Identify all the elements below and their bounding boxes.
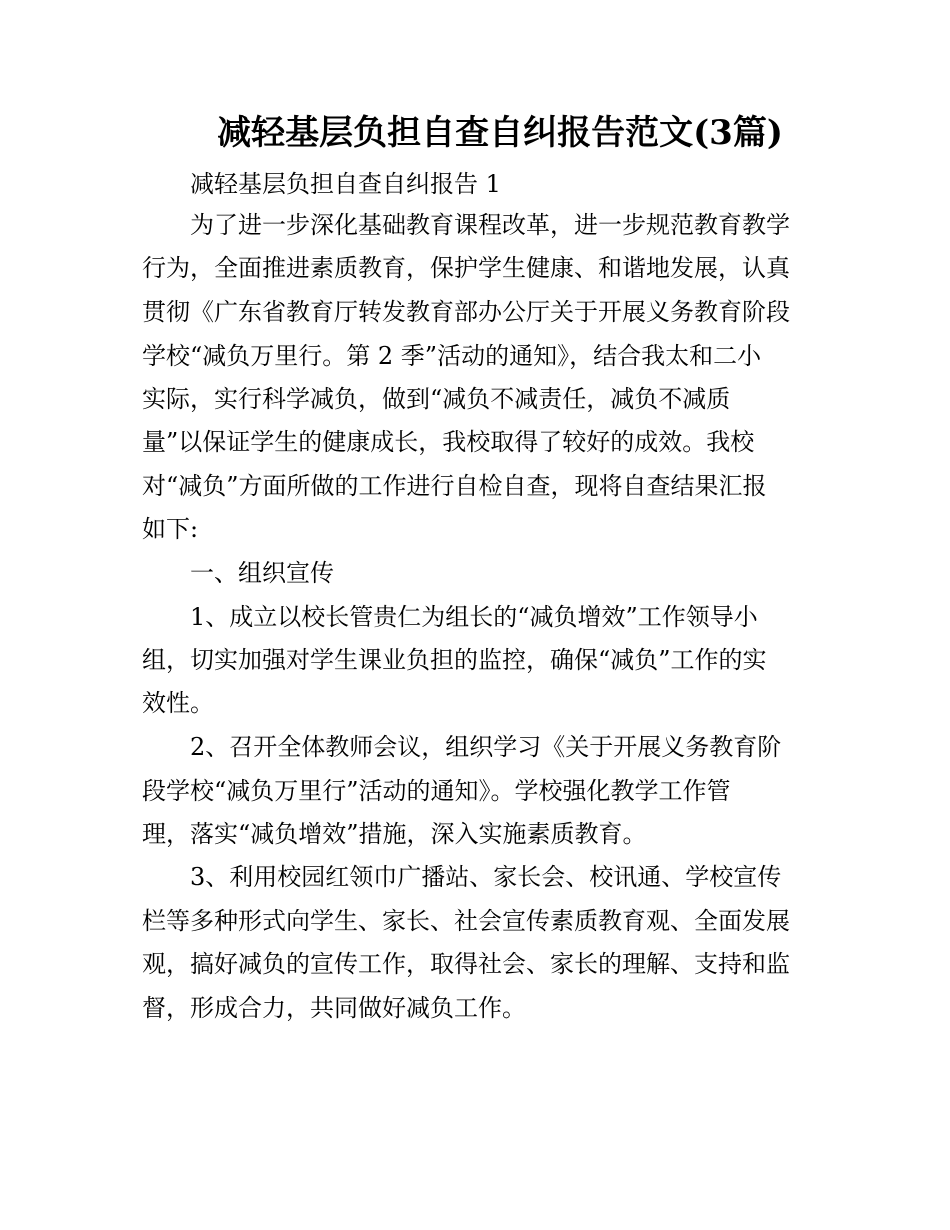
paragraph-line: 对“减负”方面所做的工作进行自检自查，现将自查结果汇报 — [142, 472, 767, 500]
paragraph-line: 如下: — [142, 515, 199, 543]
subtitle-line: 减轻基层负担自查自纠报告 1 — [190, 170, 501, 198]
paragraph-line: 段学校“减负万里行”活动的通知》。学校强化教学工作管 — [142, 777, 731, 805]
section-heading: 一、组织宣传 — [190, 559, 334, 587]
paragraph-line: 实际，实行科学减负，做到“减负不减责任，减负不减质 — [142, 385, 731, 413]
paragraph-line: 组，切实加强对学生课业负担的监控，确保“减负”工作的实 — [142, 646, 767, 674]
paragraph-line: 效性。 — [142, 689, 214, 717]
paragraph-line: 1、成立以校长管贵仁为组长的“减负增效”工作领导小 — [190, 603, 758, 631]
document-title: 减轻基层负担自查自纠报告范文(3篇) — [217, 113, 783, 153]
paragraph-line: 理，落实“减负增效”措施，深入实施素质教育。 — [142, 820, 647, 848]
paragraph-line: 量”以保证学生的健康成长，我校取得了较好的成效。我校 — [142, 428, 755, 456]
paragraph-line: 3、利用校园红领巾广播站、家长会、校讯通、学校宣传 — [190, 863, 782, 891]
paragraph-line: 为了进一步深化基础教育课程改革，进一步规范教育教学 — [190, 211, 790, 239]
paragraph-line: 督，形成合力，共同做好减负工作。 — [142, 994, 526, 1022]
paragraph-line: 2、召开全体教师会议，组织学习《关于开展义务教育阶 — [190, 733, 782, 761]
paragraph-line: 贯彻《广东省教育厅转发教育部办公厅关于开展义务教育阶段 — [142, 298, 790, 326]
paragraph-line: 栏等多种形式向学生、家长、社会宣传素质教育观、全面发展 — [142, 907, 790, 935]
paragraph-line: 观，搞好减负的宣传工作，取得社会、家长的理解、支持和监 — [142, 950, 790, 978]
paragraph-line: 学校“减负万里行。第 2 季”活动的通知》，结合我太和二小 — [142, 342, 762, 370]
paragraph-line: 行为，全面推进素质教育，保护学生健康、和谐地发展，认真 — [142, 254, 790, 282]
